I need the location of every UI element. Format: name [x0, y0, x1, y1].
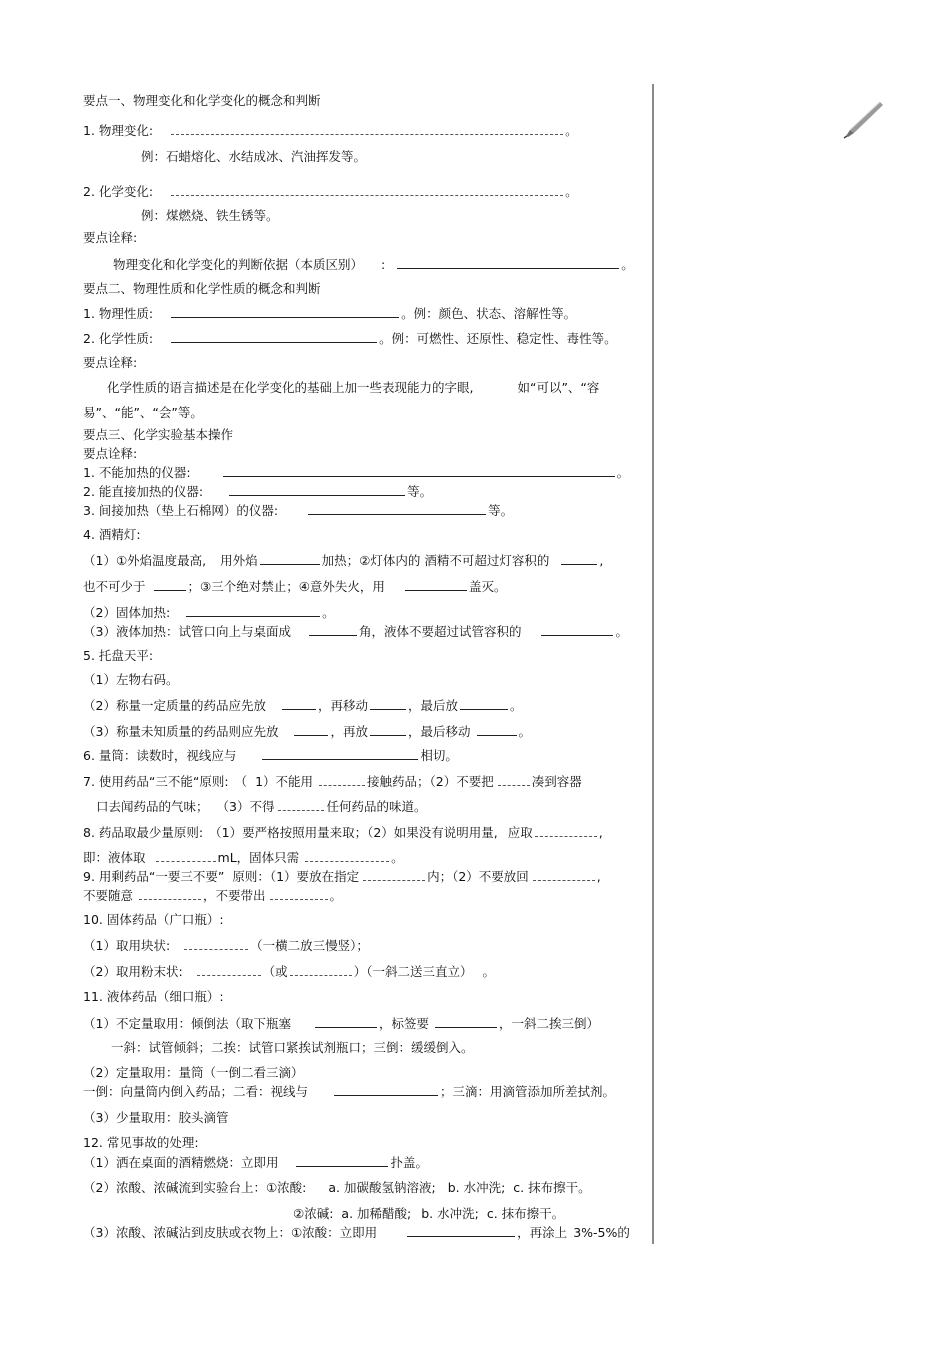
line-text: ，再放: [330, 724, 368, 739]
line-text: 9. 用剩药品“一要三不要”: [83, 869, 225, 884]
text-line: [83, 552, 603, 569]
line-text: 用外焰: [220, 553, 258, 568]
line-text: 。: [482, 964, 495, 979]
dotted-blank: [197, 963, 261, 976]
line-text: b. 水冲洗;: [421, 1206, 479, 1221]
line-text: 要点二、物理性质和化学性质的概念和判断: [83, 281, 321, 296]
line-text: 化学性质的语言描述是在化学变化的基础上加一些表现能力的字眼,: [107, 380, 474, 395]
dotted-blank: [535, 824, 597, 837]
blank-line: [561, 552, 597, 565]
line-text: 如“可以”、“容: [517, 380, 600, 395]
text-line: [83, 1180, 591, 1196]
line-text: （2）称量一定质量的药品应先放: [83, 698, 266, 713]
line-text: 。: [510, 698, 523, 713]
line-text: ②浓碱:: [293, 1206, 334, 1221]
line-text: （1）①外焰温度最高,: [83, 553, 207, 568]
line-text: 。: [621, 257, 634, 272]
line-text: 例：石蜡熔化、水结成冰、汽油挥发等。: [141, 149, 367, 164]
blank-line: [407, 1224, 515, 1237]
line-text: 3%-5%的: [573, 1225, 630, 1240]
line-text: ，再移动: [317, 698, 368, 713]
blank-line: [541, 623, 613, 636]
line-text: 接触药品；（2）不要把: [367, 774, 494, 789]
line-text: 6. 量筒：读数时，视线应与: [83, 748, 237, 763]
line-text: 4. 酒精灯:: [83, 527, 141, 542]
text-line: [83, 1065, 303, 1081]
line-text: （2）固体加热:: [83, 605, 171, 620]
blank-line: [460, 697, 508, 710]
blank-line: [262, 747, 418, 760]
line-text: 不要随意: [83, 888, 134, 903]
line-text: mL，固体只需: [217, 850, 300, 865]
line-text: 。: [565, 184, 578, 199]
line-text: （3）不得: [216, 799, 275, 814]
line-text: （3）液体加热：试管口向上与桌面成: [83, 624, 291, 639]
blank-line: [229, 483, 405, 496]
line-text: ,: [598, 825, 603, 840]
blank-line: [370, 723, 406, 736]
pen-icon: [842, 100, 884, 140]
dotted-blank: [290, 963, 352, 976]
line-text: 角，液体不要超过试管容积的: [358, 624, 522, 639]
margin-line: [652, 84, 654, 1244]
line-text: 原则：（1）要放在指定: [232, 869, 360, 884]
line-text: 盖灭。: [468, 579, 507, 594]
blank-line: [260, 552, 320, 565]
text-line: [83, 697, 523, 714]
line-text: （1）取用块状:: [83, 938, 171, 953]
text-line: [83, 773, 582, 790]
line-text: ，标签要: [378, 1016, 429, 1031]
line-text: 物理变化和化学变化的判断依据（本质区别）: [113, 257, 364, 272]
line-text: （1）不定量取用：倾倒法（取下瓶塞: [83, 1016, 291, 1031]
line-text: （3）称量未知质量的药品则应先放: [83, 724, 279, 739]
text-line: [83, 937, 369, 954]
line-text: a. 加稀醋酸;: [341, 1206, 412, 1221]
text-line: [83, 1015, 599, 1032]
line-text: 相切。: [420, 748, 458, 763]
blank-line: [154, 578, 186, 591]
blank-line: [171, 330, 377, 343]
line-text: 口去闻药品的气味；: [96, 799, 209, 814]
line-text: ）（一斜二送三直立）: [353, 964, 473, 979]
line-text: ,: [599, 553, 604, 568]
line-text: （2）浓酸、浓碱流到实验台上：①浓酸:: [83, 1180, 307, 1195]
line-text: 。: [329, 888, 343, 903]
blank-line: [397, 256, 619, 269]
line-text: 加热；②灯体内的 酒精不可超过灯容积的: [321, 553, 550, 568]
line-text: 要点三、化学实验基本操作: [83, 427, 234, 442]
line-text: 。: [322, 605, 335, 620]
text-line: [83, 989, 224, 1005]
dotted-blank: [498, 773, 530, 786]
text-line: [83, 1224, 630, 1241]
line-text: （2）定量取用：量筒（一倒二看三滴）: [83, 1065, 304, 1080]
dotted-blank: [305, 849, 389, 862]
text-line: [83, 623, 628, 640]
line-text: ,: [596, 869, 601, 884]
line-text: 1. 不能加热的仪器:: [83, 465, 191, 480]
blank-line: [186, 604, 320, 617]
line-text: 。: [615, 624, 628, 639]
text-line: [83, 483, 432, 500]
text-line: [83, 672, 178, 688]
line-text: ，最后移动: [407, 724, 471, 739]
text-line: [83, 1154, 428, 1171]
line-text: ，再涂上: [517, 1225, 568, 1240]
blank-line: [294, 723, 328, 736]
blank-line: [477, 723, 517, 736]
text-line: [83, 868, 601, 885]
text-line: [83, 502, 513, 519]
text-line: [83, 405, 203, 421]
blank-line: [309, 623, 357, 636]
text-line: [83, 912, 224, 928]
line-text: 2. 化学变化:: [83, 184, 154, 199]
text-line: [83, 963, 495, 980]
line-text: 8. 药品取最少量原则:: [83, 825, 204, 840]
line-text: ，不要带出: [203, 888, 266, 903]
dotted-blank: [319, 773, 365, 786]
line-text: （1）左物右码。: [83, 672, 179, 687]
line-text: ；③三个绝对禁止；④意外失火，用: [187, 579, 385, 594]
line-text: 易”、“能”、“会”等。: [83, 405, 203, 420]
text-line: [113, 256, 634, 273]
blank-line: [171, 305, 399, 318]
text-line: [83, 578, 506, 595]
line-text: （1）洒在桌面的酒精燃烧：立即用: [83, 1155, 279, 1170]
line-text: 。: [616, 465, 630, 480]
line-text: 内；（2）不要放回: [427, 869, 529, 884]
line-text: （3）浓酸、浓碱沾到皮肤或衣物上：①浓酸：立即用: [83, 1225, 378, 1240]
line-text: a. 加碳酸氢钠溶液;: [328, 1180, 436, 1195]
text-line: [141, 149, 366, 165]
line-text: ，最后放: [407, 698, 458, 713]
line-text: 要点诠释:: [83, 446, 138, 461]
line-text: 12. 常见事故的处理:: [83, 1135, 199, 1150]
line-text: 要点诠释:: [83, 230, 138, 245]
text-line: [83, 427, 233, 443]
line-text: 2. 能直接加热的仪器:: [83, 484, 204, 499]
line-text: 。: [391, 850, 404, 865]
line-text: 等。: [407, 484, 433, 499]
line-text: 一倒：向量筒内倒入药品；二看：视线与: [83, 1084, 309, 1099]
line-text: 1. 物理性质:: [83, 306, 154, 321]
text-line: [83, 355, 137, 371]
line-text: 。: [565, 123, 578, 138]
dotted-blank: [270, 887, 328, 900]
line-text: 要点诠释:: [83, 355, 138, 370]
text-line: [111, 1040, 474, 1056]
line-text: 例：煤燃烧、铁生锈等。: [141, 208, 279, 223]
text-line: [83, 747, 458, 764]
line-text: 任何药品的味道。: [326, 799, 427, 814]
blank-line: [334, 1083, 438, 1096]
text-line: [83, 604, 335, 621]
line-text: 7. 使用药品“三不能“原则:: [83, 774, 229, 789]
line-text: 1. 物理变化:: [83, 123, 154, 138]
text-line: [83, 330, 617, 347]
text-line: [83, 183, 578, 200]
line-text: 等。: [488, 503, 514, 518]
line-text: （1）要严格按照用量来取；（2）如果没有说明用量,: [209, 825, 498, 840]
line-text: 。: [518, 724, 532, 739]
blank-line: [223, 464, 615, 477]
text-line: [83, 849, 404, 866]
line-text: 即：液体取: [83, 850, 146, 865]
line-text: c. 抹布擦干。: [486, 1206, 565, 1221]
line-text: c. 抹布擦干。: [513, 1180, 591, 1195]
line-text: 要点一、物理变化和化学变化的概念和判断: [83, 93, 321, 108]
text-line: [83, 723, 531, 740]
line-text: （: [234, 774, 248, 789]
line-text: （一横二放三慢竖）；: [250, 938, 369, 953]
blank-line: [282, 697, 316, 710]
dotted-blank: [171, 183, 563, 196]
line-text: 2. 化学性质:: [83, 331, 154, 346]
text-line: [107, 380, 599, 396]
line-text: 也不可少于: [83, 579, 146, 594]
text-line: [83, 230, 137, 246]
line-text: 。例：颜色、状态、溶解性等。: [401, 306, 577, 321]
blank-line: [315, 1015, 377, 1028]
dotted-blank: [278, 798, 324, 811]
text-line: [83, 1083, 615, 1100]
text-line: [83, 1135, 199, 1151]
blank-line: [435, 1015, 497, 1028]
line-text: b. 水冲洗;: [447, 1180, 506, 1195]
text-line: [293, 1206, 564, 1222]
text-line: [83, 1110, 228, 1126]
blank-line: [296, 1154, 388, 1167]
text-line: [96, 798, 426, 815]
line-text: （2）取用粉末状:: [83, 964, 183, 979]
line-text: ；三滴：用滴管添加所差拭剂。: [440, 1084, 616, 1099]
line-text: 10. 固体药品（广口瓶）:: [83, 912, 224, 927]
line-text: ，一斜二挨三倒）: [498, 1016, 599, 1031]
text-line: [83, 648, 153, 664]
line-text: 11. 液体药品（细口瓶）:: [83, 989, 224, 1004]
line-text: 5. 托盘天平:: [83, 648, 154, 663]
line-text: 。例：可燃性、还原性、稳定性、毒性等。: [379, 331, 617, 346]
text-line: [83, 93, 321, 109]
dotted-blank: [533, 868, 595, 881]
line-text: 3. 间接加热（垫上石棉网）的仪器:: [83, 503, 279, 518]
dotted-blank: [171, 122, 563, 135]
text-line: [141, 208, 279, 224]
blank-line: [405, 578, 467, 591]
dotted-blank: [156, 849, 216, 862]
dotted-blank: [363, 868, 425, 881]
text-line: [83, 824, 603, 841]
text-line: [83, 887, 342, 904]
text-line: [83, 281, 321, 297]
dotted-blank: [184, 937, 248, 950]
blank-line: [370, 697, 406, 710]
text-line: [83, 122, 578, 139]
blank-line: [308, 502, 486, 515]
line-text: 一斜：试管倾斜；二挨：试管口紧挨试剂瓶口；三倒：缓缓倒入。: [111, 1040, 474, 1055]
text-line: [83, 464, 629, 481]
dotted-blank: [139, 887, 201, 900]
text-line: [83, 446, 137, 462]
line-text: （或: [262, 964, 288, 979]
text-line: [83, 305, 576, 322]
line-text: 扑盖。: [390, 1155, 428, 1170]
text-line: [83, 527, 141, 543]
line-text: :: [381, 257, 386, 272]
line-text: 凑到容器: [531, 774, 582, 789]
line-text: 应取: [507, 825, 533, 840]
line-text: 1）不能用: [255, 774, 314, 789]
line-text: （3）少量取用：胶头滴管: [83, 1110, 229, 1125]
